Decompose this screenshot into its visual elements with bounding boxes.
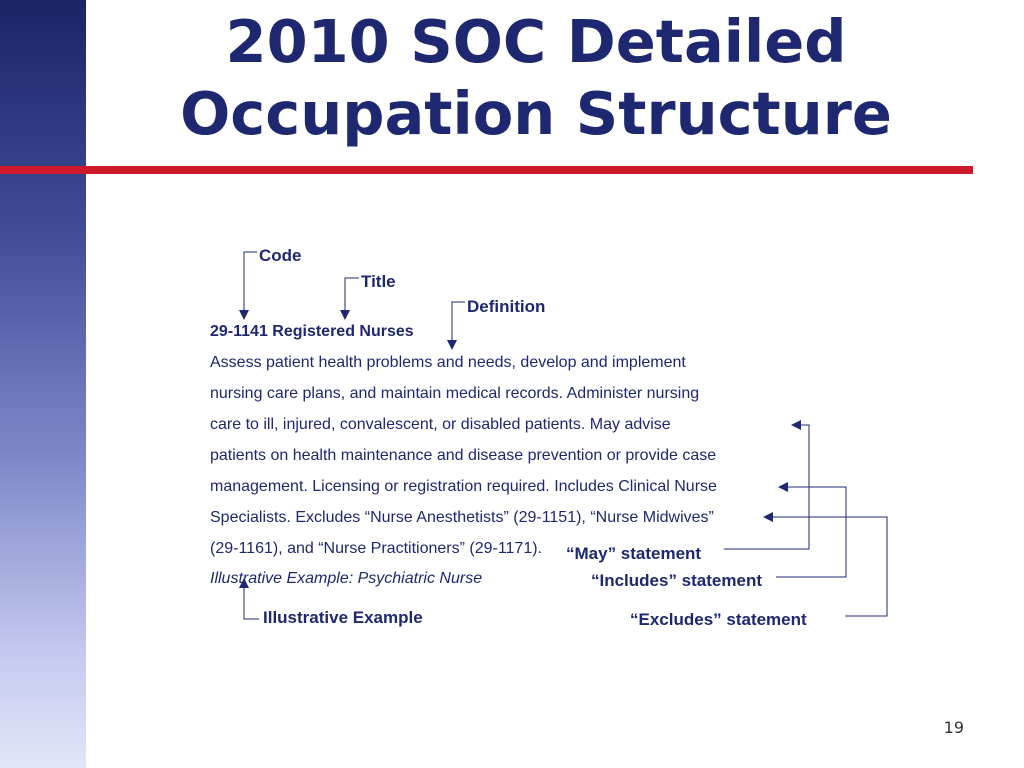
page-number: 19 [943,718,964,737]
definition-line-7: (29-1161), and “Nurse Practitioners” (29-1171). [210,540,542,557]
label-code: Code [259,246,302,265]
definition-connector [452,302,465,348]
label-includes-statement: “Includes” statement [591,571,762,590]
label-title: Title [361,272,396,291]
definition-line-4: patients on health maintenance and disease prevention or provide case [210,447,717,464]
label-definition: Definition [467,297,546,316]
entry-code-title: 29-1141 Registered Nurses [210,323,414,340]
excludes-connector [765,517,887,616]
definition-line-1: Assess patient health problems and needs, develop and implement [210,354,686,371]
definition-line-2: nursing care plans, and maintain medical records. Administer nursing [210,385,700,402]
label-may-statement: “May” statement [566,544,702,563]
definition-line-5: management. Licensing or registration required. Includes Clinical Nurse [210,478,717,495]
label-illustrative-example: Illustrative Example [263,608,423,627]
slide-title: 2010 SOC Detailed Occupation Structure [180,7,892,148]
illustrative-example-connector [244,580,259,619]
code-connector [244,252,257,318]
definition-line-6: Specialists. Excludes “Nurse Anesthetists” (29-1151), “Nurse Midwives” [210,509,714,526]
title-connector [345,278,359,318]
definition-line-3: care to ill, injured, convalescent, or disabled patients. May advise [210,416,671,433]
illustrative-example-line: Illustrative Example: Psychiatric Nurse [210,570,483,587]
includes-connector [776,487,846,577]
label-excludes-statement: “Excludes” statement [630,610,807,629]
